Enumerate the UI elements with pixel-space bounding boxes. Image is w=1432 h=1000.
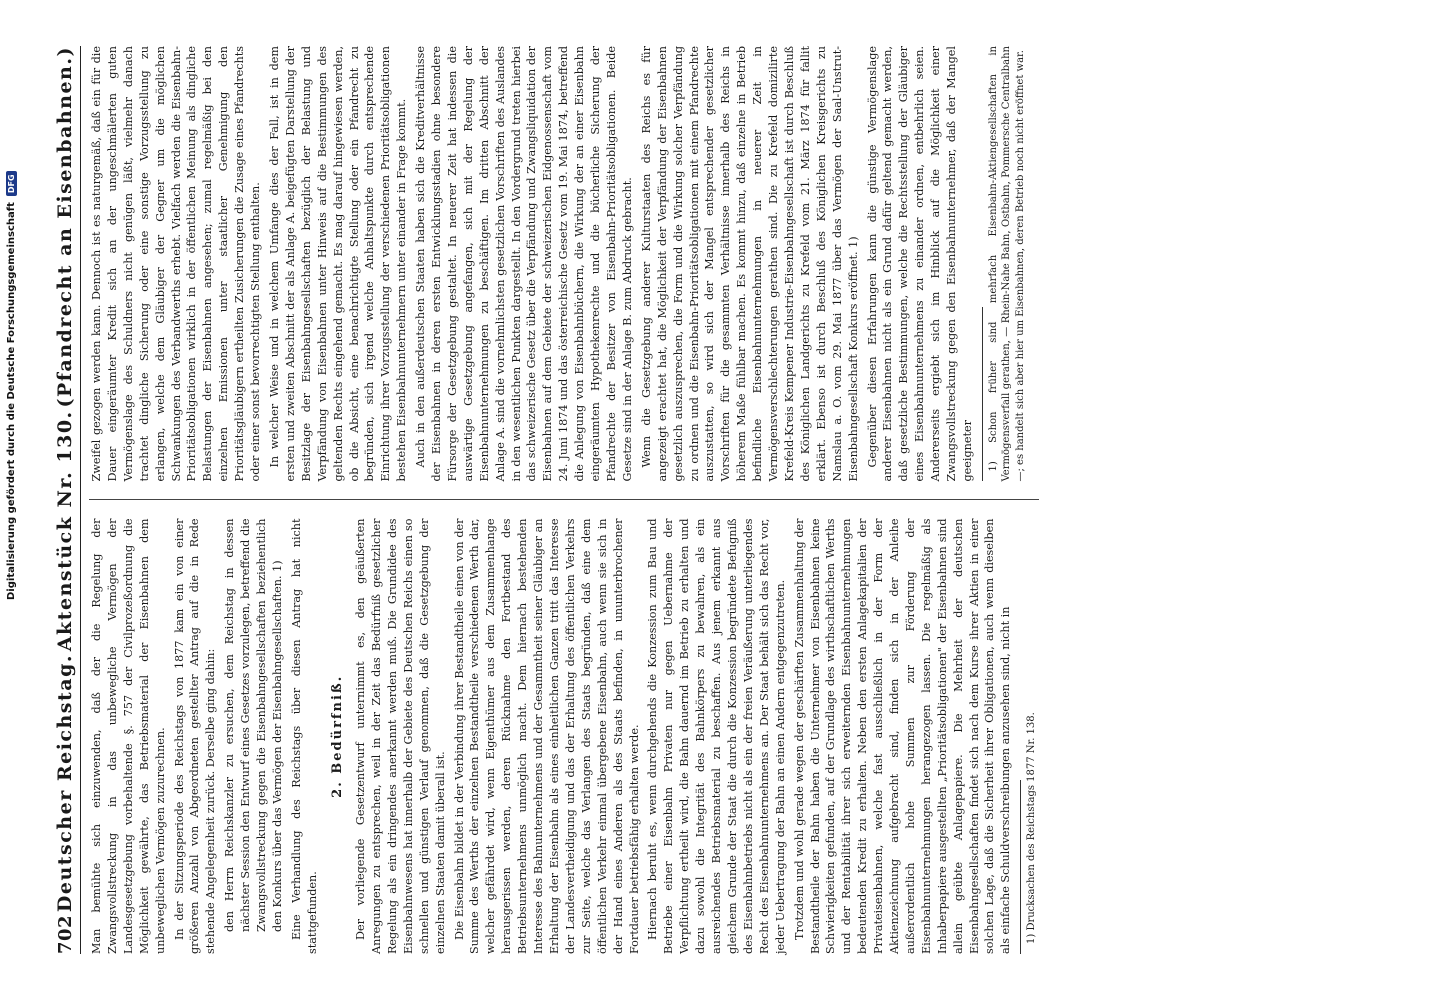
document-page (36, 20, 1396, 980)
paragraph: Der vorliegende Gesetzentwurf unternimmt es, den geäußerten Anregungen zu entsprechen, weil in der Zeit das Bedürfniß gesetzlicher Regelung als ein dringendes anerkannt werden muß. Die Grundidee des Eisenbahnwesens hat innerhalb der Gebiete des Deutschen Reichs einen so schnellen und günstigen Verlauf genommen, daß die Gesetzgebung der einzelnen Staaten damit überall ist. (354, 518, 447, 954)
document-subject: (Pfandrecht an Eisenbahnen.) (54, 46, 76, 408)
paragraph: Gegenüber diesen Erfahrungen kann die günstige Vermögenslage anderer Eisenbahnen nicht als ein Grund dafür geltend gemacht werden, daß gesetzliche Bestimmungen, welche die Rechtsstellung der Gläubiger eines Eisenbahnunternehmens zu einander ordnen, entbehrlich seien. Andererseits ergiebt sich im Hinblick auf die Möglichkeit einer Zwangsvollstreckung gegen den Eisenbahnunternehmer, daß der Mangel geeigneter (865, 46, 974, 482)
document-number: Aktenstück Nr. 130. (54, 410, 76, 652)
paragraph: Hiernach beruht es, wenn durchgehends die Konzession zum Bau und Betriebe einer Eisenbahn Privaten nur gegen Uebernahme der Verpflichtung ertheilt wird, die Bahn dauernd im Betrieb zu erhalten und dazu sowohl die Integrität des Bahnkörpers zu bewahren, als ein ausreichendes Betriebsmaterial zu beschaffen. Aus jenem erkannt aus gleichem Grunde der Staat die durch die Konzession begründete Befugniß des Eisenbahnbetriebs nicht als ein der freien Veräußerung unterliegendes Recht des Eisenbahnunternehmens an. Der Staat behält sich das Recht vor, jeder Uebertragung der Bahn an einen Andern entgegenzutreten. (646, 518, 787, 954)
paragraph: Wenn die Gesetzgebung anderer Kulturstaaten des Reichs es für angezeigt erachtet hat, die Möglichkeit der Verpfändung der Eisenbahnen gesetzlich auszusprechen, die Form und die Wirkung solcher Verpfändung zu ordnen und die Eisenbahn-Prioritätsobligationen mit einem Pfandrechte auszustatten, so wird sich der Mangel entsprechender gesetzlicher Vorschriften für die gesammten Verhältnisse innerhalb des Reichs in höherem Maße fühlbar machen. Es kommt hinzu, daß einzelne in Betrieb befindliche Eisenbahnunternehmungen in neuerer Zeit in Vermögensverschlechterungen gerathen sind. Die zu Krefeld domizilirte Krefeld-Kreis Kempener Industrie-Eisenbahngesellschaft ist durch Beschluß des Königlichen Landgerichts zu Krefeld vom 21. März 1874 für fallit erklärt. Ebenso ist durch Beschluß des Königlichen Kreisgerichts zu Namslau a. O. vom 29. Mai 1877 über das Vermögen der Saal-Unstrut-Eisenbahngesellschaft Konkurs eröffnet. 1) (639, 46, 860, 482)
column-divider (89, 500, 1039, 501)
paragraph: Die Eisenbahn bildet in der Verbindung ihrer Bestandtheile einen von der Summe des Werths der einzelnen Bestandtheile verschiedenen Werth dar, welcher gefährdet wird, wenn Eigenthümer aus dem Zusammenhange herausgerissen werden, deren Rücknahme den Fortbestand des Betriebsunternehmens unmöglich macht. Dem hiernach bestehenden Interesse des Bahnunternehmens und der Gesammtheit seiner Gläubiger an Erhaltung der Eisenbahn als eines einheitlichen Ganzen tritt das Interesse der Landesvertheidigung und das der Erhaltung des öffentlichen Verkehrs zur Seite, welche das Verlangen des Staats begründen, daß eine dem öffentlichen Verkehr einmal übergebene Eisenbahn, auch wenn sie sich in der Hand eines Anderen als des Staats befinden, in ununterbrochener Fortdauer betriebsfähig erhalten werde. (452, 518, 641, 954)
paragraph: Eine Verhandlung des Reichstags über diesen Antrag hat nicht stattgefunden. (289, 518, 319, 954)
section-heading: 2. Bedürfniß. (329, 674, 345, 798)
quoted-motion: den Herrn Reichskanzler zu ersuchen, dem Reichstag in dessen nächster Session den Entwurf eines Gesetzes vorzulegen, betreffend die Zwangsvollstreckung gegen die Eisenbahngesellschaften beziehentlich den Konkurs über das Vermögen der Eisenbahngesellschaften. 1) (223, 518, 284, 932)
footnote-rule (982, 307, 983, 481)
right-column (89, 46, 1039, 482)
paragraph: Trotzdem und wohl gerade wegen der geschärften Zusammenhaltung der Bestandtheile der Bahn haben die Unternehmer von Eisenbahnen keine Schwierigkeiten gefunden, auf der Grundlage des wirthschaftlichen Werths und der Rentabilität ihrer sich erweiternden Eisenbahnunternehmungen bedeutenden Kredit zu erhalten. Neben den ersten Anlagekapitalien der Privateisenbahnen, welche fast ausschließlich in der Form der Aktienzeichnung aufgebracht sind, finden sich in der Anleihe außerordentlich hohe Summen zur Förderung der Eisenbahnunternehmungen herangezogen lassen. Die regelmäßig als Inhaberpapiere ausgestellten „Prioritätsobligationen" der Eisenbahnen sind allein geübte Anlagepapiere. Die Mehrheit der deutschen Eisenbahngesellschaften findet sich nach dem Kurse ihrer Aktien in einer solchen Lage, daß die Sicherheit ihrer Obligationen, auch wenn dieselben als einfache Schuldverschreibungen anzusehen sind, nicht in (792, 518, 1013, 954)
paragraph: In der Sitzungsperiode des Reichstags von 1877 kam ein von einer größeren Anzahl von Abgeordneten gestellter Antrag auf die in Rede stehende Angelegenheit zurück. Derselbe ging dahin: (172, 518, 218, 954)
publication-title: Deutscher Reichstag. (54, 654, 76, 913)
footnote-text: 1) Schon früher sind mehrfach Eisenbahn-Aktiengesellschaften in Vermögensverfall gerathen, — Rhein-Nahe Bahn, Ostbahn, Pommersche Centralbahn —; es handelt sich aber hier um Eisenbahnen, deren Betrieb noch nicht eröffnet war. (987, 46, 1026, 482)
text-columns (89, 46, 1039, 954)
paragraph: In welcher Weise und in welchem Umfange dies der Fall, ist in dem ersten und zweiten Abschnitt der als Anlage A. beigefügten Darstellung der Besitzlage der Eisenbahngesellschaften bezüglich der Belastung und Verpfändung von Eisenbahnen unter Hinweis auf die Bestimmungen des geltenden Rechts eingehend gemacht. Es mag darauf hingewiesen werden, ob die Absicht, eine benachrichtigte Stellung oder ein Pfandrecht zu begründen, sich irgend welche Anhaltspunkte durch entsprechende Einrichtung ihrer Vorzugsstellung der verschiedenen Prioritätsobligationen bestehen Eisenbahnunternehmern unter einander in Frage kommt. (267, 46, 409, 482)
paragraph: Zweifel gezogen werden kann. Dennoch ist es naturgemäß, daß ein für die Dauer eingeräumter Kredit sich an der ungeschmälerten guten Vermögenslage des Schuldners nicht genügen läßt, vielmehr danach trachtet dingliche Sicherung oder eine sonstige Vorzugsstellung zu erlangen, welche dem Gläubiger der Gegner um die möglichen Schwankungen des Verbandwerths erhebt. Vielfach werden die Eisenbahn-Prioritätsobligationen wirklich in der öffentlichen Meinung als dingliche Belastungen der Eisenbahnen angesehen; zumal regelmäßig bei den einzelnen Emissionen unter staatlicher Genehmigung den Prioritätsgläubigern ertheilten Zusicherungen die Zusage eines Pfandrechts oder einer sonst bevorrechtigten Stellung enthalten. (90, 46, 263, 482)
left-column (89, 519, 1039, 955)
footnote-rule (1020, 780, 1021, 954)
page-number: 702 (55, 914, 76, 954)
footnote-text: 1) Drucksachen des Reichstags 1877 Nr. 138. (1026, 712, 1038, 944)
footnote (1025, 519, 1039, 955)
credit-text: Digitalisierung gefördert durch die Deutsche Forschungsgemeinschaft (5, 202, 17, 600)
page-header (54, 46, 81, 954)
footnote (987, 46, 1028, 482)
dfg-logo: DFG (6, 171, 17, 196)
paragraph: Man bemühte sich einzuwenden, daß der die Regelung der Zwangsvollstreckung in das unbewegliche Vermögen der Landesgesetzgebung vorbehaltende §. 757 der Civilprozeßordnung die Möglichkeit gewährte, das Betriebsmaterial der Eisenbahnen dem unbeweglichen Vermögen zuzurechnen. (90, 518, 167, 954)
paragraph: Auch in den außerdeutschen Staaten haben sich die Kreditverhältnisse der Eisenbahnen in deren ersten Entwicklungsstadien ohne besondere Fürsorge der Gesetzgebung gestaltet. In neuerer Zeit hat indessen die auswärtige Gesetzgebung angefangen, sich mit der Regelung der Eisenbahnunternehmungen zu beschäftigen. Im dritten Abschnitt der Anlage A. sind die vornehmlichsten gesetzlichen Vorschriften des Auslandes in den wesentlichen Punkten dargestellt. In den Vordergrund treten hierbei das schweizerische Gesetz über die Verpfändung und Zwangsliquidation der Eisenbahnen auf dem Gebiete der schweizerischen Eidgenossenschaft vom 24. Juni 1874 und das österreichische Gesetz vom 19. Mai 1874, betreffend die Anlegung von Eisenbahnbüchern, die Wirkung der an einer Eisenbahn eingeräumten Hypothekenrechte und die bücherliche Sicherung der Pfandrechte der Besitzer von Eisenbahn-Prioritätsobligationen. Beide Gesetze sind in der Anlage B. zum Abdruck gebracht. (414, 46, 634, 482)
digitization-credit (4, 174, 18, 600)
